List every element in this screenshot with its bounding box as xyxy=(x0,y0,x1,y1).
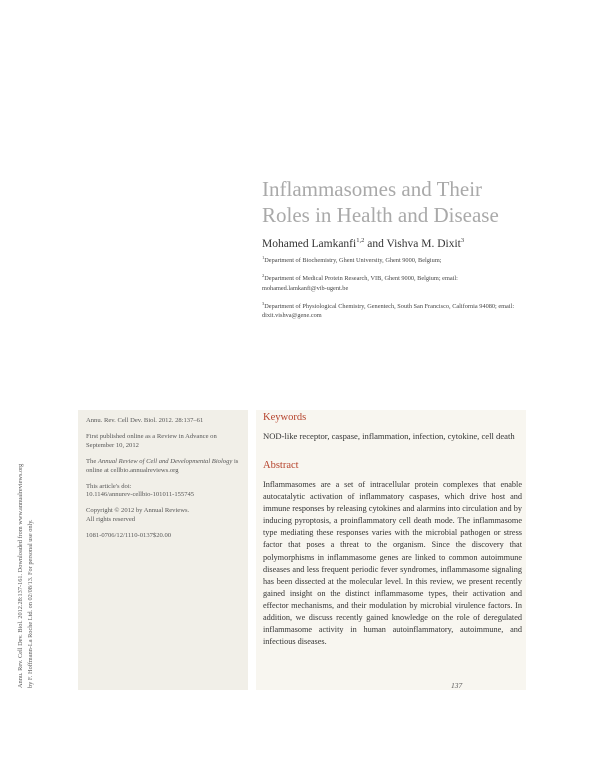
citation: Annu. Rev. Cell Dev. Biol. 2012. 28:137–61 xyxy=(86,417,204,424)
journal-note xyxy=(86,458,246,476)
download-watermark-line1: Annu. Rev. Cell Dev. Biol. 2012.28:137-161. Downloaded from www.annualreviews.org xyxy=(17,463,24,688)
title-line-1: Inflammasomes and Their xyxy=(262,177,483,201)
keywords-text: NOD-like receptor, caspase, inflammation, infection, cytokine, cell death xyxy=(263,431,515,441)
author-lamkanfi-affil: 1,2 xyxy=(356,237,365,244)
affiliation-text: Department of Physiological Chemistry, Genentech, South San Francisco, California 94080; email: dixit.vishva@gene.com xyxy=(262,302,515,320)
doi-label: This article's doi: xyxy=(86,482,132,490)
affiliation-marker: 3 xyxy=(262,300,265,306)
abstract-text: Inflammasomes are a set of intracellular protein complexes that enable autocatalytic activation of inflammatory caspases, which drive host and immune responses by releasing cytokines and alarmins into circulation and by inducing pyroptosis, a proinflammatory cell death mode. The inflammasome type mediating these responses varies with the microbial pathogen or stress factor that poses a threat to the organism. Since the discovery that polymorphisms in inflammasome genes are linked to common autoimmune diseases and less frequent periodic fever syndromes, inflammasome signaling has been dissected at the molecular level. In this review, we present recently gained insight on the distinct inflammasome types, their activation and effector mechanisms, and their modulation by microbial virulence factors. In addition, we discuss recently gained knowledge on the role of deregulated inflammasome activity in human autoinflammatory, autoimmune, and infectious diseases. xyxy=(263,480,522,647)
download-watermark-line2: by F. Hoffmann-La Roche Ltd. on 02/08/13. For personal use only. xyxy=(27,519,34,688)
affiliation-marker: 1 xyxy=(262,255,265,260)
affiliations xyxy=(262,253,522,326)
title-line-2: Roles in Health and Disease xyxy=(262,203,499,227)
abstract-heading: Abstract xyxy=(263,460,299,471)
keywords-heading: Keywords xyxy=(263,412,307,423)
doi-link[interactable]: 10.1146/annurev-cellbio-101011-155745 xyxy=(86,491,195,499)
copyright-block xyxy=(86,507,246,525)
first-published: First published online as a Review in Advance on September 10, 2012 xyxy=(86,432,217,449)
page-number: 137 xyxy=(451,681,463,690)
affiliation xyxy=(262,299,522,322)
article-title xyxy=(262,176,499,228)
author-dixit-affil: 3 xyxy=(460,237,465,244)
journal-suffix: is online at cellbio.annualreviews.org xyxy=(86,457,239,474)
doi-block xyxy=(86,483,246,501)
author-lamkanfi: Mohamed Lamkanfi xyxy=(262,237,357,250)
author-and: and xyxy=(364,237,387,250)
issn: 1081-0706/12/1110-0137$20.00 xyxy=(86,532,172,540)
affiliation-text: Department of Medical Protein Research, VIB, Ghent 9000, Belgium; email: mohamed.lamkanfi@vib-ugent.be xyxy=(262,274,458,292)
journal-prefix: The xyxy=(86,457,98,465)
affiliation xyxy=(262,271,522,294)
rights: All rights reserved xyxy=(86,516,136,524)
article-metadata xyxy=(86,417,246,548)
author-list xyxy=(262,237,464,250)
author-dixit: Vishva M. Dixit xyxy=(386,237,461,250)
download-watermark xyxy=(16,248,38,688)
copyright: Copyright © 2012 by Annual Reviews. xyxy=(86,507,190,515)
affiliation-marker: 2 xyxy=(262,272,265,278)
journal-name: Annual Review of Cell and Developmental Biology xyxy=(97,457,233,465)
affiliation xyxy=(262,253,522,266)
affiliation-text: Department of Biochemistry, Ghent University, Ghent 9000, Belgium; xyxy=(264,257,442,265)
